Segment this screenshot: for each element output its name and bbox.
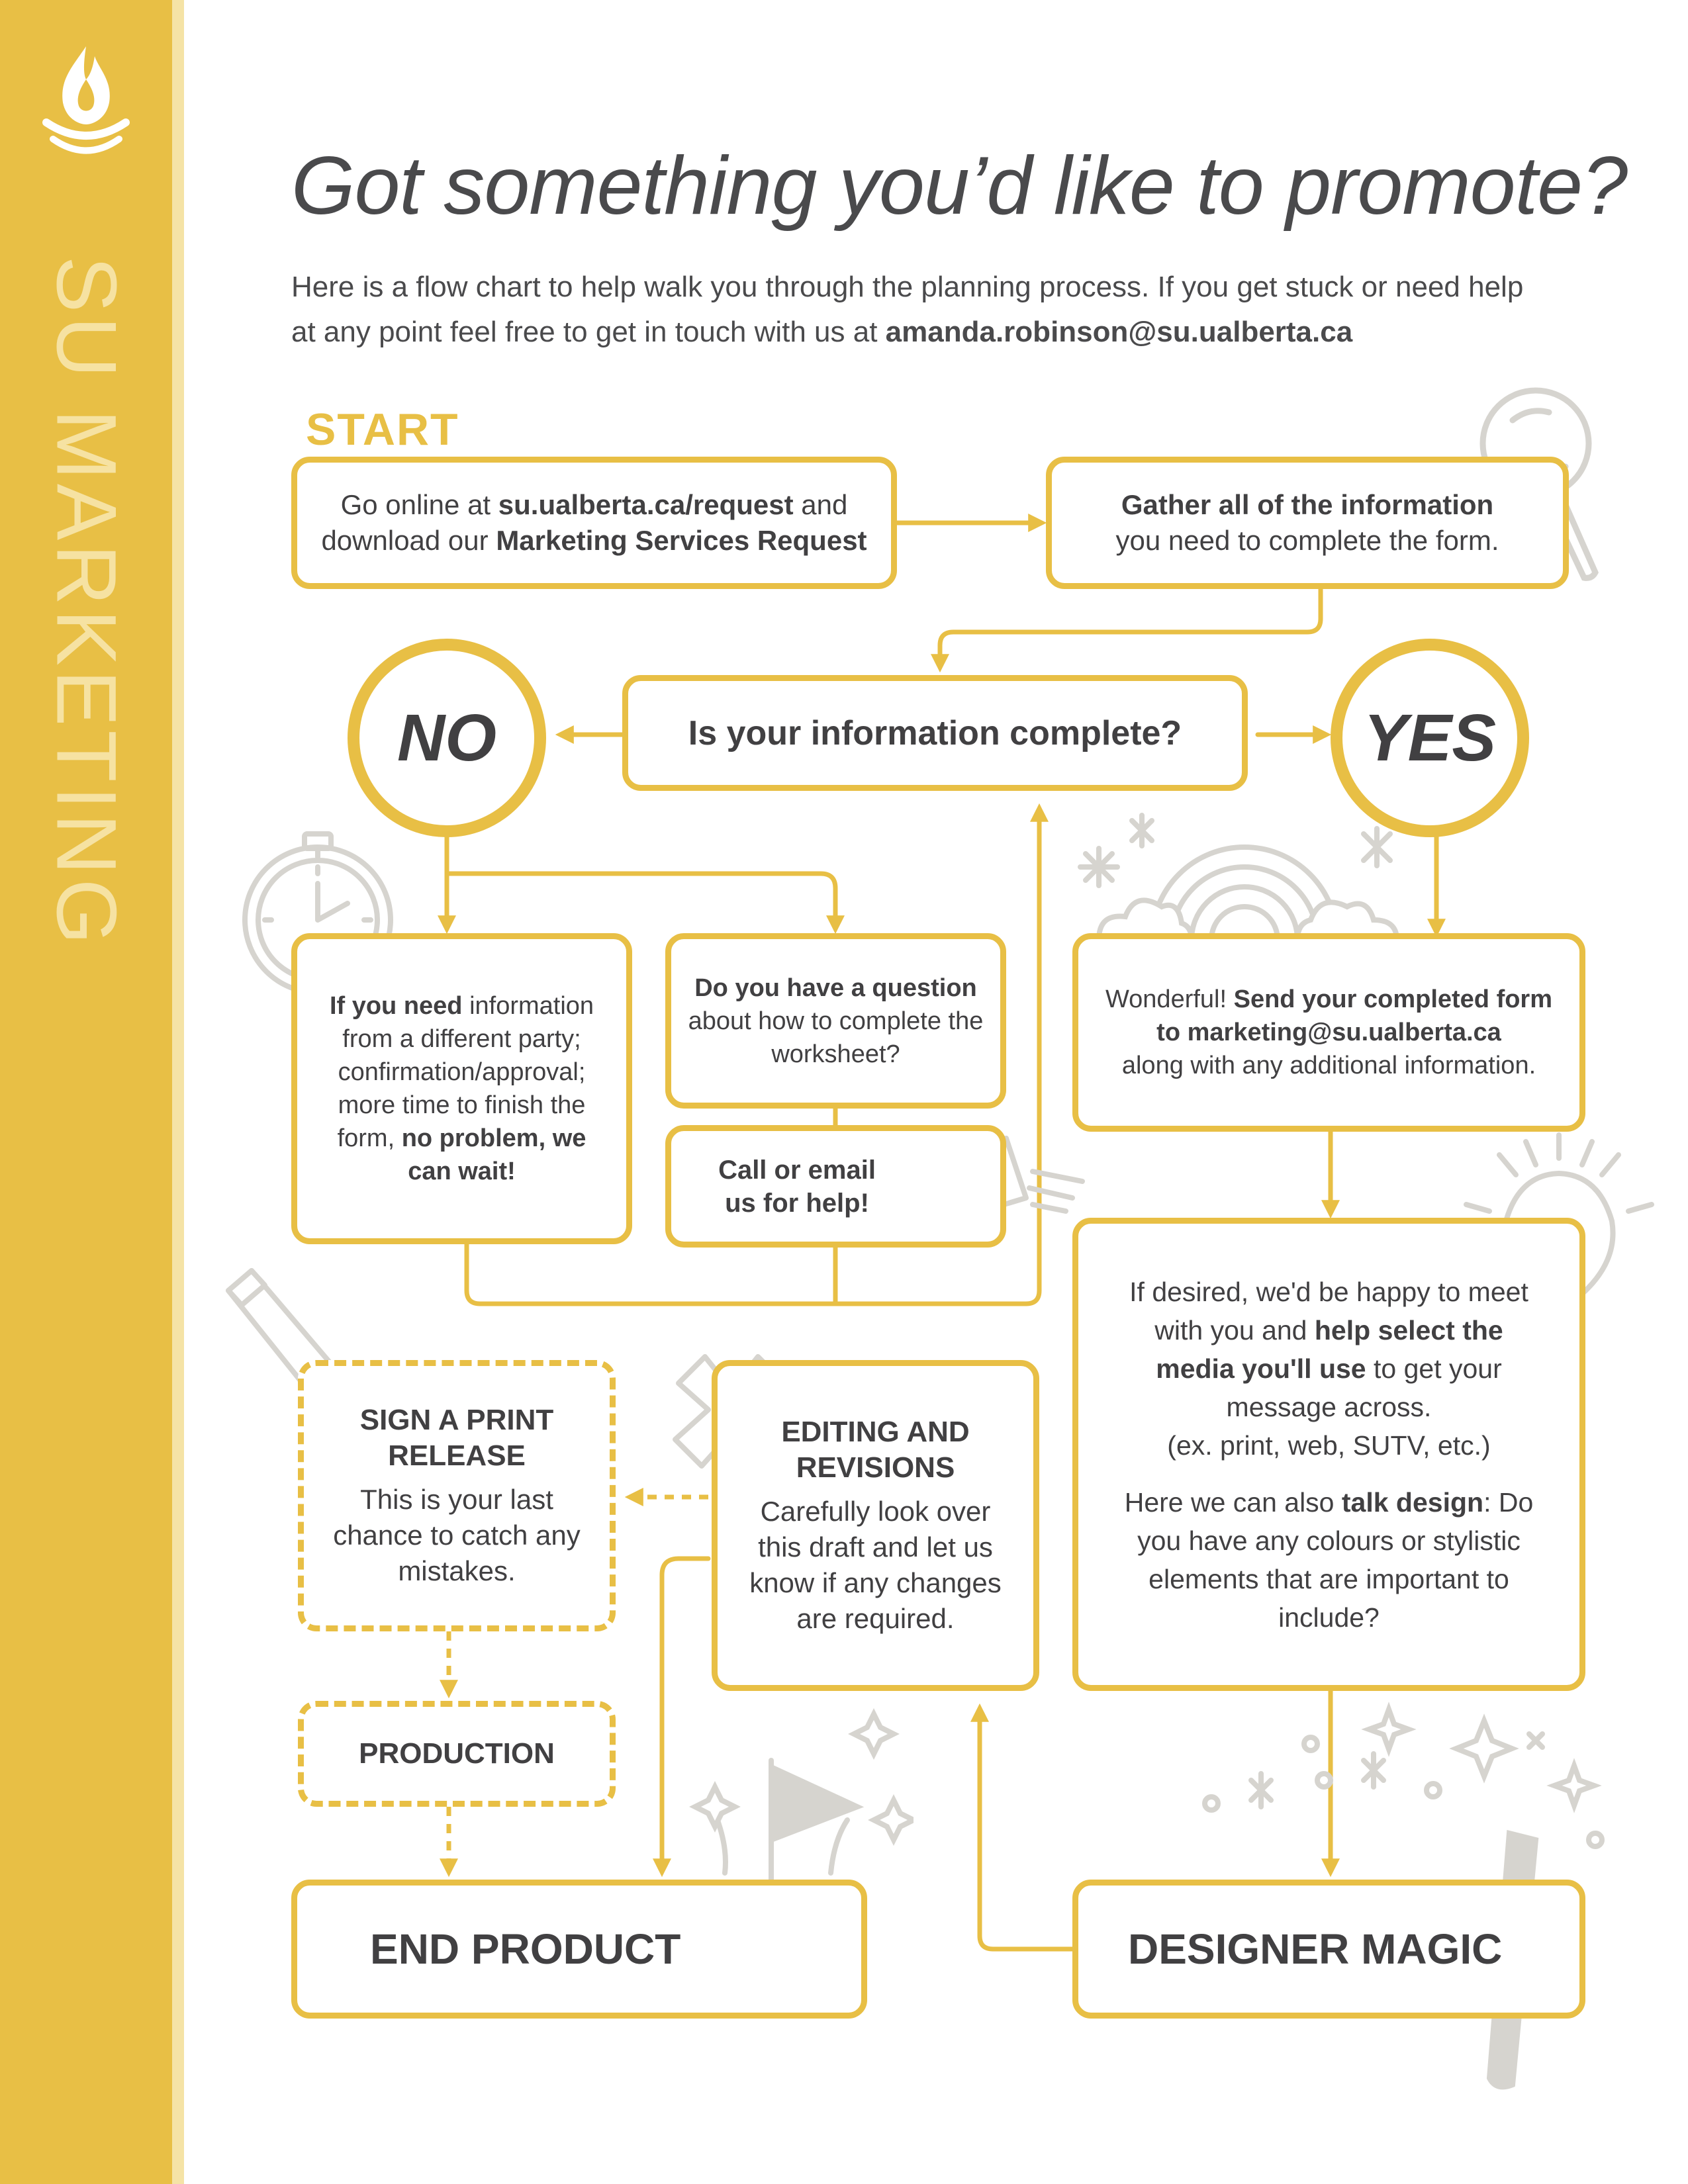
designer-magic-step xyxy=(1072,1880,1585,2019)
info-complete-question xyxy=(622,675,1248,791)
go-online-mid: and download our xyxy=(321,489,848,556)
meet-p2-post: : Do you have any colours or stylistic elements that are important to include? xyxy=(1137,1486,1534,1633)
have-question-step xyxy=(665,933,1006,1109)
need-info-body: information from a different party; confirmation/approval; more time to finish the form, xyxy=(337,992,594,1152)
question-text: Is your information complete? xyxy=(688,713,1182,752)
no-circle xyxy=(348,639,546,837)
need-info-bold: If you need xyxy=(329,992,463,1020)
gather-info-step xyxy=(1046,457,1569,589)
no-label: NO xyxy=(397,700,496,775)
rainbow-icon xyxy=(1072,807,1417,953)
meet-design-step xyxy=(1072,1218,1585,1691)
end-product-step xyxy=(291,1880,867,2019)
page-title: Got something you’d like to promote? xyxy=(291,140,1627,232)
go-online-pre: Go online at xyxy=(340,489,498,520)
editing-heading: EDITING AND REVISIONS xyxy=(781,1416,970,1484)
have-question-rest: about how to complete the worksheet? xyxy=(688,1007,984,1068)
yes-label: YES xyxy=(1363,700,1497,775)
have-question-bold: Do you have a question xyxy=(694,974,977,1002)
production-step xyxy=(298,1701,616,1807)
meet-p2-bold: talk design xyxy=(1341,1486,1484,1518)
sign-release-step xyxy=(298,1360,616,1631)
call-email-text: Call or email us for help! xyxy=(718,1155,876,1218)
production-label: PRODUCTION xyxy=(359,1737,555,1770)
send-form-step xyxy=(1072,933,1585,1132)
meet-p1-pre: If desired, we'd be happy to meet with you and xyxy=(1129,1276,1528,1345)
meet-p1-bold: help select the media you'll use xyxy=(1156,1314,1503,1384)
editing-body: Carefully look over this draft and let us know if any changes are required. xyxy=(749,1496,1002,1634)
yes-circle xyxy=(1331,639,1529,837)
end-product-label: END PRODUCT xyxy=(370,1925,681,1973)
go-online-step xyxy=(291,457,897,589)
send-form-rest: along with any additional information. xyxy=(1121,1052,1536,1079)
send-form-bold[interactable]: Send your completed form to marketing@su.ualberta.ca xyxy=(1156,985,1553,1046)
brand-name: SU MARKETING xyxy=(38,255,134,949)
request-form-name: Marketing Services Request xyxy=(496,525,867,556)
need-info-step xyxy=(291,933,632,1244)
editing-step xyxy=(712,1360,1039,1691)
request-url[interactable]: su.ualberta.ca/request xyxy=(498,489,794,520)
start-label: START xyxy=(306,404,459,455)
need-info-reassure: no problem, we can wait! xyxy=(401,1124,586,1185)
meet-p1-post: to get your message across. xyxy=(1226,1353,1502,1422)
meet-p1-example: (ex. print, web, SUTV, etc.) xyxy=(1167,1430,1491,1461)
meet-p2-pre: Here we can also xyxy=(1124,1486,1342,1518)
gather-info-rest: you need to complete the form. xyxy=(1115,525,1499,556)
send-form-pre: Wonderful! xyxy=(1105,985,1234,1013)
gather-info-bold: Gather all of the information xyxy=(1121,489,1494,520)
contact-email[interactable]: amanda.robinson@su.ualberta.ca xyxy=(885,316,1353,348)
sign-release-body: This is your last chance to catch any mistakes. xyxy=(333,1484,581,1586)
intro-body: Here is a flow chart to help walk you through the planning process. If you get stuck or need help at any point feel free to get in touch with us at xyxy=(291,271,1524,348)
designer-magic-label: DESIGNER MAGIC xyxy=(1128,1925,1503,1973)
call-email-step xyxy=(665,1125,1006,1248)
sign-release-heading: SIGN A PRINT RELEASE xyxy=(359,1404,554,1472)
